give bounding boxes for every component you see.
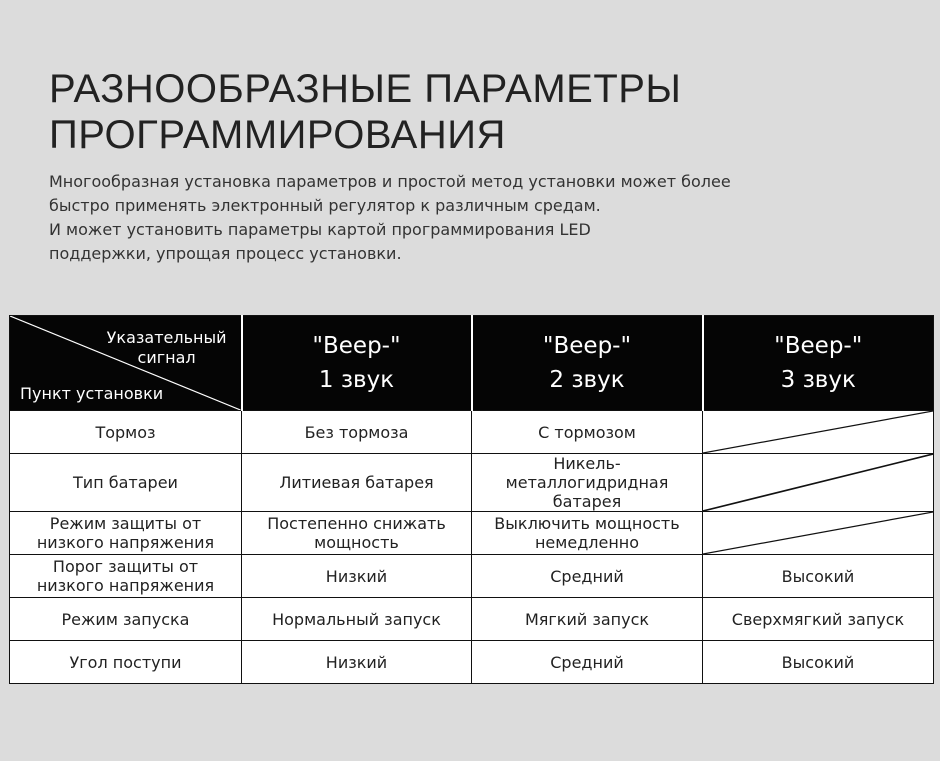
diagonal-slash bbox=[703, 411, 933, 453]
table-cell bbox=[472, 641, 703, 684]
row-label-low-voltage-mode bbox=[10, 512, 242, 555]
column-header-1-line-2: 1 звук bbox=[318, 367, 395, 393]
cell-text: Мягкий запуск bbox=[524, 609, 650, 629]
row-label-brake bbox=[10, 411, 242, 454]
table-cell bbox=[472, 454, 703, 512]
corner-indicator-label-line-2: сигнал bbox=[137, 348, 196, 367]
cell-text: Без тормоза bbox=[304, 422, 409, 442]
cell-text-line-2: батарея bbox=[552, 492, 622, 511]
table-row bbox=[10, 641, 934, 684]
row-label-line-1: Режим защиты от bbox=[49, 514, 202, 533]
row-label-low-voltage-threshold bbox=[10, 555, 242, 598]
table-cell bbox=[703, 641, 934, 684]
diagonal-slash bbox=[703, 512, 933, 554]
row-label-start-mode bbox=[10, 598, 242, 641]
cell-text: Нормальный запуск bbox=[272, 609, 441, 629]
cell-text: Литиевая батарея bbox=[279, 473, 434, 492]
row-label-line-2: низкого напряжения bbox=[36, 533, 215, 552]
description-line-1: Многообразная установка параметров и простой метод установки может более bbox=[49, 172, 731, 191]
not-applicable-cell bbox=[703, 411, 934, 454]
cell-text-line-1: Постепенно снижать bbox=[267, 514, 446, 533]
row-label-line-1: Порог защиты от bbox=[52, 557, 199, 576]
table-row bbox=[10, 454, 934, 512]
table-cell bbox=[472, 555, 703, 598]
table-cell bbox=[703, 598, 934, 641]
not-applicable-cell bbox=[703, 454, 934, 512]
table-row bbox=[10, 411, 934, 454]
page-title-line-1: РАЗНООБРАЗНЫЕ ПАРАМЕТРЫ bbox=[49, 67, 682, 111]
cell-text: Сверхмягкий запуск bbox=[731, 609, 905, 629]
table-cell bbox=[703, 555, 934, 598]
cell-text: Высокий bbox=[781, 566, 855, 586]
table-cell bbox=[472, 411, 703, 454]
table-header-row bbox=[10, 316, 934, 411]
column-header-1-line-1: "Beep-" bbox=[312, 333, 401, 359]
parameter-table bbox=[9, 315, 934, 684]
not-applicable-cell bbox=[703, 512, 934, 555]
cell-text: Низкий bbox=[325, 652, 388, 672]
description-line-2: быстро применять электронный регулятор к различным средам. bbox=[49, 196, 601, 215]
description-line-3: И может установить параметры картой программирования LED bbox=[49, 220, 591, 239]
table-row bbox=[10, 555, 934, 598]
cell-text-line-2: немедленно bbox=[534, 533, 640, 552]
column-header-2 bbox=[472, 316, 703, 411]
diagonal-slash bbox=[703, 454, 933, 511]
table-cell bbox=[242, 555, 472, 598]
corner-setting-label: Пункт установки bbox=[20, 384, 164, 403]
row-label-text: Тормоз bbox=[95, 422, 156, 442]
column-header-2-line-1: "Beep-" bbox=[542, 333, 632, 359]
cell-text-line-1: Никель-металлогидридная bbox=[505, 454, 669, 492]
page-title bbox=[49, 66, 681, 158]
row-label-text: Режим запуска bbox=[61, 609, 190, 629]
cell-text-line-2: мощность bbox=[314, 533, 399, 552]
row-label-battery-type bbox=[10, 454, 242, 512]
cell-text: Средний bbox=[550, 566, 624, 586]
row-label-timing-angle bbox=[10, 641, 242, 684]
corner-indicator-label-line-1: Указательный bbox=[106, 328, 227, 347]
cell-text: С тормозом bbox=[538, 422, 636, 442]
column-header-1 bbox=[242, 316, 472, 411]
table-cell bbox=[242, 641, 472, 684]
cell-text: Средний bbox=[550, 652, 624, 672]
description-line-4: поддержки, упрощая процесс установки. bbox=[49, 244, 402, 263]
column-header-2-line-2: 2 звук bbox=[549, 367, 625, 393]
page-title-line-2: ПРОГРАММИРОВАНИЯ bbox=[49, 113, 506, 157]
corner-indicator-label bbox=[107, 328, 227, 368]
table-cell bbox=[472, 598, 703, 641]
column-header-3-line-2: 3 звук bbox=[780, 367, 856, 393]
row-label-line-2: низкого напряжения bbox=[36, 576, 215, 595]
table-row bbox=[10, 598, 934, 641]
cell-text: Высокий bbox=[781, 652, 855, 672]
page-description bbox=[49, 170, 809, 266]
table-corner-cell bbox=[10, 316, 242, 411]
cell-text-line-1: Выключить мощность bbox=[494, 514, 680, 533]
table-cell bbox=[242, 454, 472, 512]
table-row bbox=[10, 512, 934, 555]
table-cell bbox=[242, 598, 472, 641]
table-cell bbox=[472, 512, 703, 555]
column-header-3-line-1: "Beep-" bbox=[774, 333, 863, 359]
table-cell bbox=[242, 512, 472, 555]
row-label-text: Тип батареи bbox=[73, 473, 178, 492]
row-label-text: Угол поступи bbox=[69, 652, 182, 672]
table-cell bbox=[242, 411, 472, 454]
column-header-3 bbox=[703, 316, 934, 411]
cell-text: Низкий bbox=[325, 566, 388, 586]
